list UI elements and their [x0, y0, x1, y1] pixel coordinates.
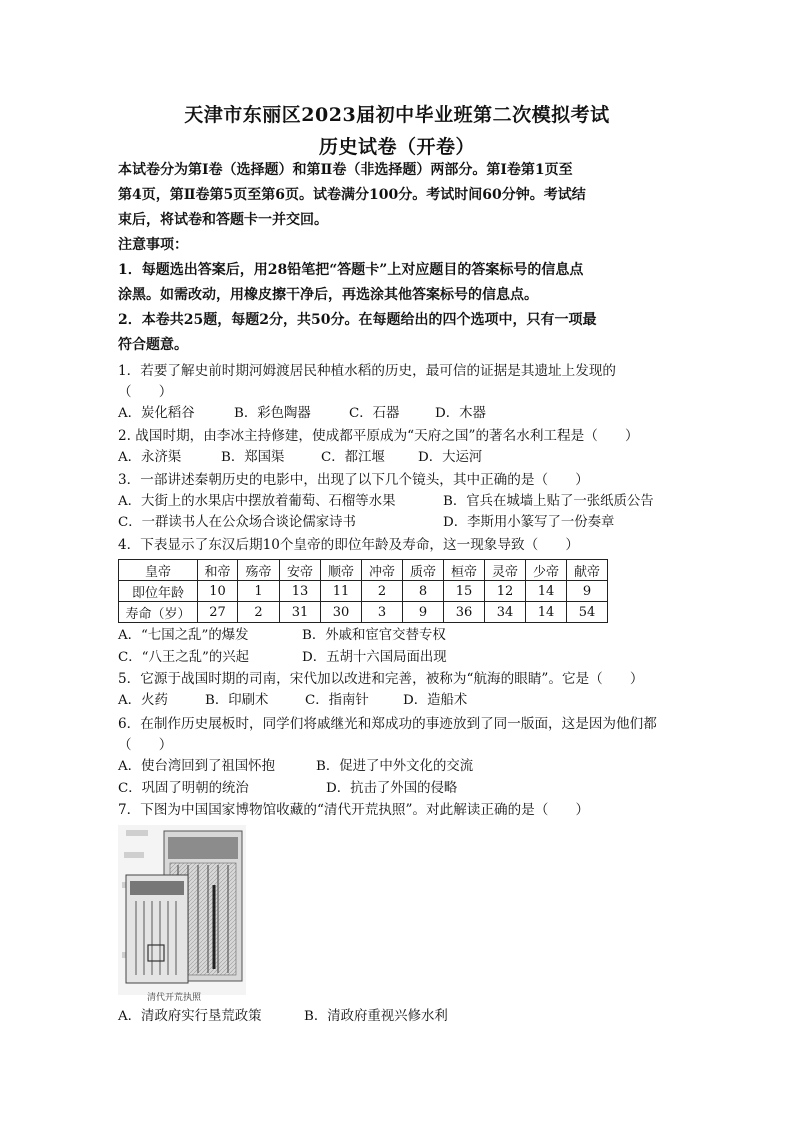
option-a: A．炭化稻谷: [118, 406, 195, 421]
option-d: D．造船术: [403, 693, 468, 708]
table-cell: 2: [238, 602, 280, 623]
table-cell: 31: [280, 602, 321, 623]
table-cell: 30: [321, 602, 362, 623]
table-cell: 即位年龄: [119, 581, 198, 602]
option-c: C．一群读书人在公众场合谈论儒家诗书: [118, 515, 356, 530]
question-stem: 1．若要了解史前时期河姆渡居民种植水稻的历史，最可信的证据是其遗址上发现的: [118, 363, 617, 379]
option-c: C．都江堰: [321, 450, 385, 465]
option-d: D．李斯用小篆写了一份奏章: [443, 515, 615, 530]
notice-item: 2．本卷共25题，每题2分，共50分。在每题给出的四个选项中，只有一项最: [118, 312, 597, 328]
exam-subtitle: 历史试卷（开卷）: [318, 136, 475, 158]
option-b: B．印刷术: [205, 693, 269, 708]
table-cell: 少帝: [526, 560, 567, 581]
option-d: D．木器: [435, 406, 486, 421]
license-document-image: [118, 825, 246, 995]
table-cell: 12: [485, 581, 526, 602]
table-cell: 桓帝: [444, 560, 485, 581]
notice-heading: 注意事项：: [118, 237, 188, 253]
table-cell: 14: [526, 602, 567, 623]
option-a: A．“七国之乱”的爆发: [118, 628, 249, 643]
table-cell: 3: [362, 602, 403, 623]
table-cell: 9: [567, 581, 608, 602]
intro-line: 束后，将试卷和答题卡一并交回。: [118, 212, 328, 228]
notice-item: 符合题意。: [118, 337, 188, 353]
land-reclamation-license-photo: [118, 825, 246, 1005]
option-a: A．火药: [118, 693, 168, 708]
table-cell: 和帝: [198, 560, 238, 581]
table-cell: 8: [403, 581, 444, 602]
option-a: A．大街上的水果店中摆放着葡萄、石榴等水果: [118, 494, 396, 509]
option-a: A．使台湾回到了祖国怀抱: [118, 759, 275, 774]
option-a: A．清政府实行垦荒政策: [118, 1009, 262, 1024]
option-c: C．指南针: [305, 693, 369, 708]
option-b: B．清政府重视兴修水利: [304, 1009, 448, 1024]
table-cell: 9: [403, 602, 444, 623]
question-stem: 5．它源于战国时期的司南，宋代加以改进和完善，被称为“航海的眼睛”。它是（ ）: [118, 671, 644, 687]
intro-line: 本试卷分为第Ⅰ卷（选择题）和第Ⅱ卷（非选择题）两部分。第Ⅰ卷第1页至: [118, 162, 573, 178]
table-cell: 1: [238, 581, 280, 602]
table-cell: 36: [444, 602, 485, 623]
table-cell: 14: [526, 581, 567, 602]
answer-blank: （ ）: [118, 737, 173, 753]
intro-line: 第4页，第Ⅱ卷第5页至第6页。试卷满分100分。考试时间60分钟。考试结: [118, 187, 586, 203]
question-stem: 2. 战国时期，由李冰主持修建，使成都平原成为“天府之国”的著名水利工程是（ ）: [118, 428, 639, 444]
table-cell: 10: [198, 581, 238, 602]
emperor-table: [118, 559, 608, 623]
question-stem: 6．在制作历史展板时，同学们将戚继光和郑成功的事迹放到了同一版面，这是因为他们都: [118, 716, 657, 732]
option-c: C．巩固了明朝的统治: [118, 781, 249, 796]
question-stem: 3．一部讲述秦朝历史的电影中，出现了以下几个镜头，其中正确的是（ ）: [118, 472, 589, 488]
image-caption: 清代开荒执照: [147, 993, 202, 1003]
notice-item: 1．每题选出答案后，用28铅笔把“答题卡”上对应题目的答案标号的信息点: [118, 262, 584, 278]
option-b: B．促进了中外文化的交流: [316, 759, 474, 774]
table-cell: 2: [362, 581, 403, 602]
table-cell: 54: [567, 602, 608, 623]
option-b: B．官兵在城墙上贴了一张纸质公告: [443, 494, 654, 509]
exam-title: 天津市东丽区2023届初中毕业班第二次模拟考试: [184, 104, 610, 126]
table-cell: 15: [444, 581, 485, 602]
option-b: B．郑国渠: [221, 450, 285, 465]
option-d: D．抗击了外国的侵略: [326, 781, 458, 796]
option-d: D．五胡十六国局面出现: [302, 650, 447, 665]
table-cell: 质帝: [403, 560, 444, 581]
option-c: C．“八王之乱”的兴起: [118, 650, 250, 665]
answer-blank: （ ）: [118, 384, 173, 400]
table-cell: 34: [485, 602, 526, 623]
option-a: A．永济渠: [118, 450, 182, 465]
option-b: B．外戚和宦官交替专权: [302, 628, 446, 643]
table-cell: 13: [280, 581, 321, 602]
table-cell: 灵帝: [485, 560, 526, 581]
table-cell: 顺帝: [321, 560, 362, 581]
table-cell: 安帝: [280, 560, 321, 581]
table-cell: 寿命（岁）: [119, 602, 198, 623]
table-row: [119, 581, 608, 602]
table-row: [119, 602, 608, 623]
table-row: [119, 560, 608, 581]
table-cell: 27: [198, 602, 238, 623]
option-b: B．彩色陶器: [234, 406, 311, 421]
table-cell: 殇帝: [238, 560, 280, 581]
question-stem: 7．下图为中国国家博物馆收藏的“清代开荒执照”。对此解读正确的是（ ）: [118, 802, 590, 818]
table-cell: 献帝: [567, 560, 608, 581]
table-cell: 11: [321, 581, 362, 602]
option-c: C．石器: [349, 406, 400, 421]
table-cell: 皇帝: [119, 560, 198, 581]
notice-item: 涂黑。如需改动，用橡皮擦干净后，再选涂其他答案标号的信息点。: [118, 287, 538, 303]
option-d: D．大运河: [418, 450, 483, 465]
question-stem: 4．下表显示了东汉后期10个皇帝的即位年龄及寿命，这一现象导致（ ）: [118, 537, 579, 553]
table-cell: 冲帝: [362, 560, 403, 581]
